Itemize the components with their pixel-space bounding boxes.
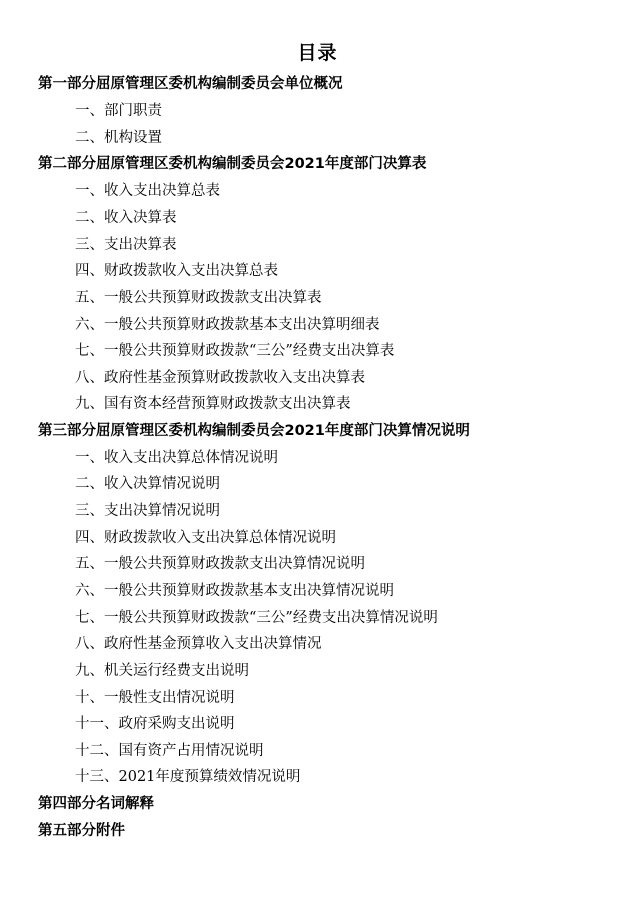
toc-item: 八、政府性基金预算收入支出决算情况 bbox=[75, 636, 322, 652]
toc-item: 三、支出决算表 bbox=[75, 237, 177, 253]
toc-item: 五、一般公共预算财政拨款支出决算情况说明 bbox=[75, 556, 365, 572]
toc-item: 三、支出决算情况说明 bbox=[75, 503, 220, 519]
section-heading-part3: 第三部分屈原管理区委机构编制委员会2021年度部门决算情况说明 bbox=[38, 423, 470, 439]
toc-item: 十一、政府采购支出说明 bbox=[75, 716, 235, 732]
toc-item: 二、收入决算表 bbox=[75, 210, 177, 226]
toc-item: 五、一般公共预算财政拨款支出决算表 bbox=[75, 290, 322, 306]
toc-item: 七、一般公共预算财政拨款“三公”经费支出决算情况说明 bbox=[75, 610, 438, 626]
toc-item: 六、一般公共预算财政拨款基本支出决算明细表 bbox=[75, 317, 380, 333]
toc-item: 七、一般公共预算财政拨款“三公”经费支出决算表 bbox=[75, 343, 395, 359]
toc-item: 九、机关运行经费支出说明 bbox=[75, 663, 249, 679]
toc-item: 二、机构设置 bbox=[75, 130, 162, 146]
page-title: 目录 bbox=[297, 42, 338, 64]
toc-item: 四、财政拨款收入支出决算总表 bbox=[75, 263, 278, 279]
section-heading-part2: 第二部分屈原管理区委机构编制委员会2021年度部门决算表 bbox=[38, 156, 427, 172]
toc-item: 八、政府性基金预算财政拨款收入支出决算表 bbox=[75, 370, 365, 386]
toc-item: 四、财政拨款收入支出决算总体情况说明 bbox=[75, 530, 336, 546]
toc-item: 一、收入支出决算总表 bbox=[75, 183, 220, 199]
section-heading-part4: 第四部分名词解释 bbox=[38, 796, 154, 812]
toc-item: 一、收入支出决算总体情况说明 bbox=[75, 450, 278, 466]
toc-item: 一、部门职责 bbox=[75, 103, 162, 119]
toc-item: 十二、国有资产占用情况说明 bbox=[75, 743, 264, 759]
section-heading-part5: 第五部分附件 bbox=[38, 823, 125, 839]
toc-item: 二、收入决算情况说明 bbox=[75, 476, 220, 492]
section-heading-part1: 第一部分屈原管理区委机构编制委员会单位概况 bbox=[38, 76, 343, 92]
toc-item: 十、一般性支出情况说明 bbox=[75, 690, 235, 706]
toc-item: 十三、2021年度预算绩效情况说明 bbox=[75, 769, 301, 785]
toc-item: 六、一般公共预算财政拨款基本支出决算情况说明 bbox=[75, 583, 394, 599]
toc-item: 九、国有资本经营预算财政拨款支出决算表 bbox=[75, 396, 351, 412]
